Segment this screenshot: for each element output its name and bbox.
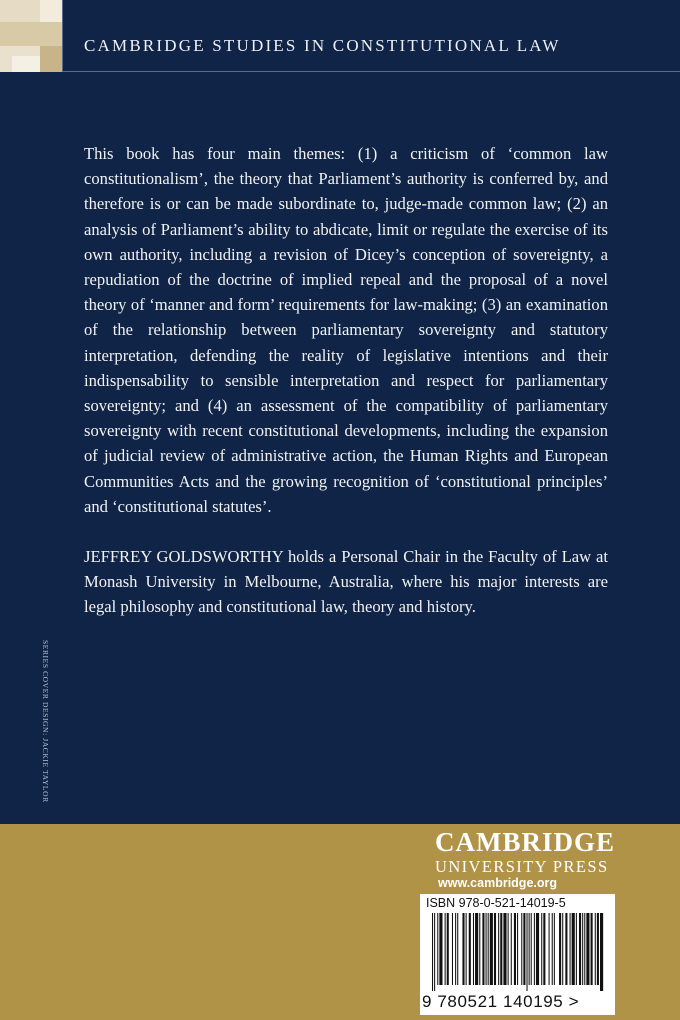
author-name: JEFFREY GOLDSWORTHY	[84, 547, 284, 566]
barcode-bar	[597, 913, 599, 985]
barcode-bar	[432, 913, 433, 991]
barcode-bar	[447, 913, 449, 985]
barcode-bar	[527, 913, 528, 991]
barcode-bar	[534, 913, 535, 985]
barcode-bar	[479, 913, 480, 985]
book-description: This book has four main themes: (1) a criticism of ‘common law constitutionalism’, the theory that Parliament’s authority is conferred by, and therefore is or can be made subordinate to, judge-made common law; (2) an analysis of Parliament’s ability to abdicate, limit or regulate the exercise of its own authority, including a revision of Dicey’s conception of sovereignty, a repudiation of the doctrine of implied repeal and the proposal of a novel theory of ‘manner and form’ requirements for law-making; (3) an examination of the relationship between parliamentary sovereignty and statutory interpretation, defending the reality of legislative intentions and their indispensability to sensible interpretation and respect for parliamentary sovereignty; and (4) an assessment of the compatibility of parliamentary sovereignty with recent constitutional developments, including the expansion of judicial review of administrative action, the Human Rights and European Communities Acts and the growing recognition of ‘constitutional principles’ and ‘constitutional statutes’.	[84, 144, 608, 516]
barcode-bar	[434, 913, 435, 991]
author-bio-text: holds a Personal Chair in the Faculty of Law at Monash University in Melbourne, Australia, where his major interests are legal philosophy and constitutional law, theory and history.	[84, 547, 608, 617]
barcode-bar	[579, 913, 581, 985]
barcode-bar	[439, 913, 442, 985]
series-title: CAMBRIDGE STUDIES IN CONSTITUTIONAL LAW	[84, 36, 561, 55]
barcode-bar	[469, 913, 471, 985]
barcode-bar	[549, 913, 550, 985]
barcode-bar	[494, 913, 496, 985]
barcode-bar	[552, 913, 553, 985]
barcode-bar	[473, 913, 474, 985]
barcode-bar	[523, 913, 525, 985]
barcode-bar	[521, 913, 522, 985]
barcode-bar	[570, 913, 571, 985]
barcode-bar	[503, 913, 506, 985]
barcode-bar	[452, 913, 453, 985]
publisher-name: CAMBRIDGE	[435, 827, 616, 857]
barcode-bar	[445, 913, 446, 985]
barcode-bar	[488, 913, 489, 985]
barcode-bar	[498, 913, 499, 985]
publisher-subtitle: UNIVERSITY PRESS	[435, 857, 609, 876]
cover-design-credit: SERIES COVER DESIGN: JACKIE TAYLOR	[41, 640, 50, 803]
barcode-bar	[500, 913, 502, 985]
barcode-bar	[490, 913, 493, 985]
barcode-bar	[554, 913, 555, 985]
barcode-bar	[543, 913, 545, 985]
barcode-bar	[536, 913, 539, 985]
barcode-bar	[576, 913, 577, 985]
barcode-bars	[432, 913, 604, 991]
barcode-bar	[508, 913, 509, 985]
barcode-bar	[562, 913, 563, 985]
barcode-bar	[584, 913, 585, 985]
barcode-bar	[462, 913, 464, 985]
barcode-bar	[482, 913, 484, 985]
publisher-logo	[435, 827, 615, 876]
isbn-label: ISBN 978-0-521-14019-5	[426, 896, 566, 910]
author-bio	[84, 544, 608, 620]
barcode-bar	[517, 913, 518, 985]
barcode-bar	[582, 913, 583, 985]
barcode	[420, 894, 615, 1015]
barcode-bar	[475, 913, 478, 985]
cover-block-motif	[0, 0, 62, 72]
barcode-bar	[531, 913, 532, 985]
barcode-bar	[572, 913, 575, 985]
barcode-bar	[486, 913, 487, 985]
header-divider-horizontal	[62, 71, 680, 72]
barcode-bar	[529, 913, 530, 985]
barcode-digits: 9 780521 140195 >	[422, 992, 580, 1011]
barcode-bar	[600, 913, 603, 991]
barcode-bar	[455, 913, 456, 985]
publisher-url: www.cambridge.org	[438, 876, 558, 890]
barcode-bar	[514, 913, 516, 985]
barcode-bar	[586, 913, 589, 985]
barcode-bar	[565, 913, 567, 985]
barcode-bar	[466, 913, 467, 985]
barcode-bar	[559, 913, 561, 985]
barcode-bar	[437, 913, 438, 985]
header-divider-vertical	[62, 0, 63, 72]
barcode-bar	[591, 913, 593, 985]
barcode-bar	[457, 913, 458, 985]
barcode-bar	[541, 913, 542, 985]
barcode-bar	[511, 913, 512, 985]
barcode-bar	[595, 913, 596, 985]
